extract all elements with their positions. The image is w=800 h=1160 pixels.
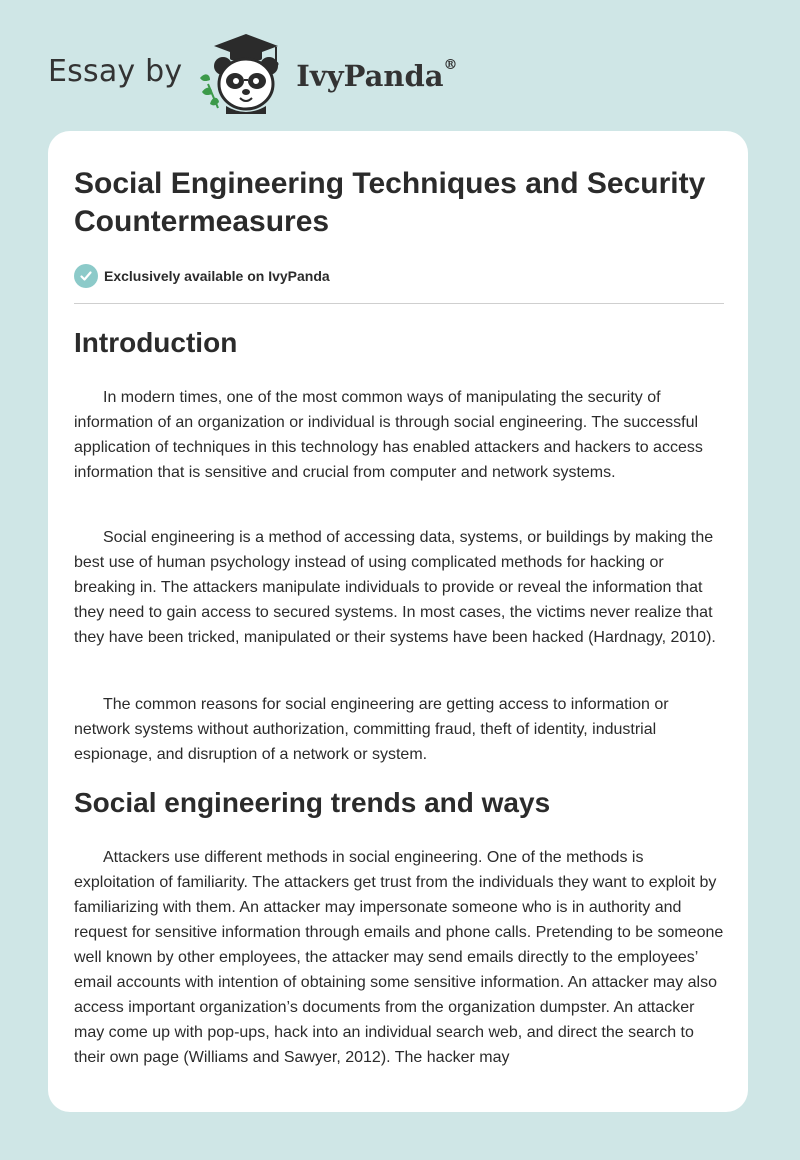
section-heading-introduction: Introduction — [74, 327, 238, 358]
exclusive-text: Exclusively available on IvyPanda — [104, 268, 330, 284]
paragraph: The common reasons for social engineering are getting access to information or network systems without authorization, committing fraud, theft of identity, industrial espionage, and disruption of a network or system. — [74, 696, 669, 763]
essay-card — [48, 131, 748, 1112]
check-circle-icon — [74, 264, 98, 288]
section-heading-trends: Social engineering trends and ways — [74, 787, 551, 818]
brand-header — [48, 34, 458, 114]
paragraph: In modern times, one of the most common ways of manipulating the security of information of an organization or individual is through social engineering. The successful application of techniques in this technology has enabled attackers and hackers to access information that is sensitive and crucial from computer and network systems. — [74, 389, 703, 481]
page-title: Social Engineering Techniques and Security Countermeasures — [74, 167, 706, 238]
paragraph: Attackers use different methods in social engineering. One of the methods is exploitation of familiarity. The attackers get trust from the individuals they want to exploit by familiarizing with them. An attacker may impersonate someone who is in authority and request for sensitive information through emails and phone calls. Pretending to be someone well known by other employees, the attacker may send emails directly to the employees’ email accounts with intention of obtaining some sensitive information. An attacker may also access important organization’s documents from the organization dumpster. An attacker may come up with pop-ups, hack into an individual search web, and direct the search to their own page (Williams and Sawyer, 2012). The hacker may — [74, 849, 724, 1066]
divider — [74, 303, 724, 304]
paragraph: Social engineering is a method of accessing data, systems, or buildings by making the best use of human psychology instead of using complicated methods for hacking or breaking in. The attackers manipulate individuals to provide or reveal the information that they need to gain access to secured systems. In most cases, the victims never realize that they have been tricked, manipulated or their systems have been hacked (Hardnagy, 2010). — [74, 529, 716, 646]
brand-name-text: IvyPanda — [296, 59, 444, 93]
exclusive-badge — [74, 264, 330, 288]
panda-graduate-logo[interactable] — [196, 34, 292, 114]
registered-mark: ® — [443, 57, 458, 74]
brand-prefix: Essay by — [48, 53, 183, 89]
brand-name[interactable] — [296, 59, 457, 93]
